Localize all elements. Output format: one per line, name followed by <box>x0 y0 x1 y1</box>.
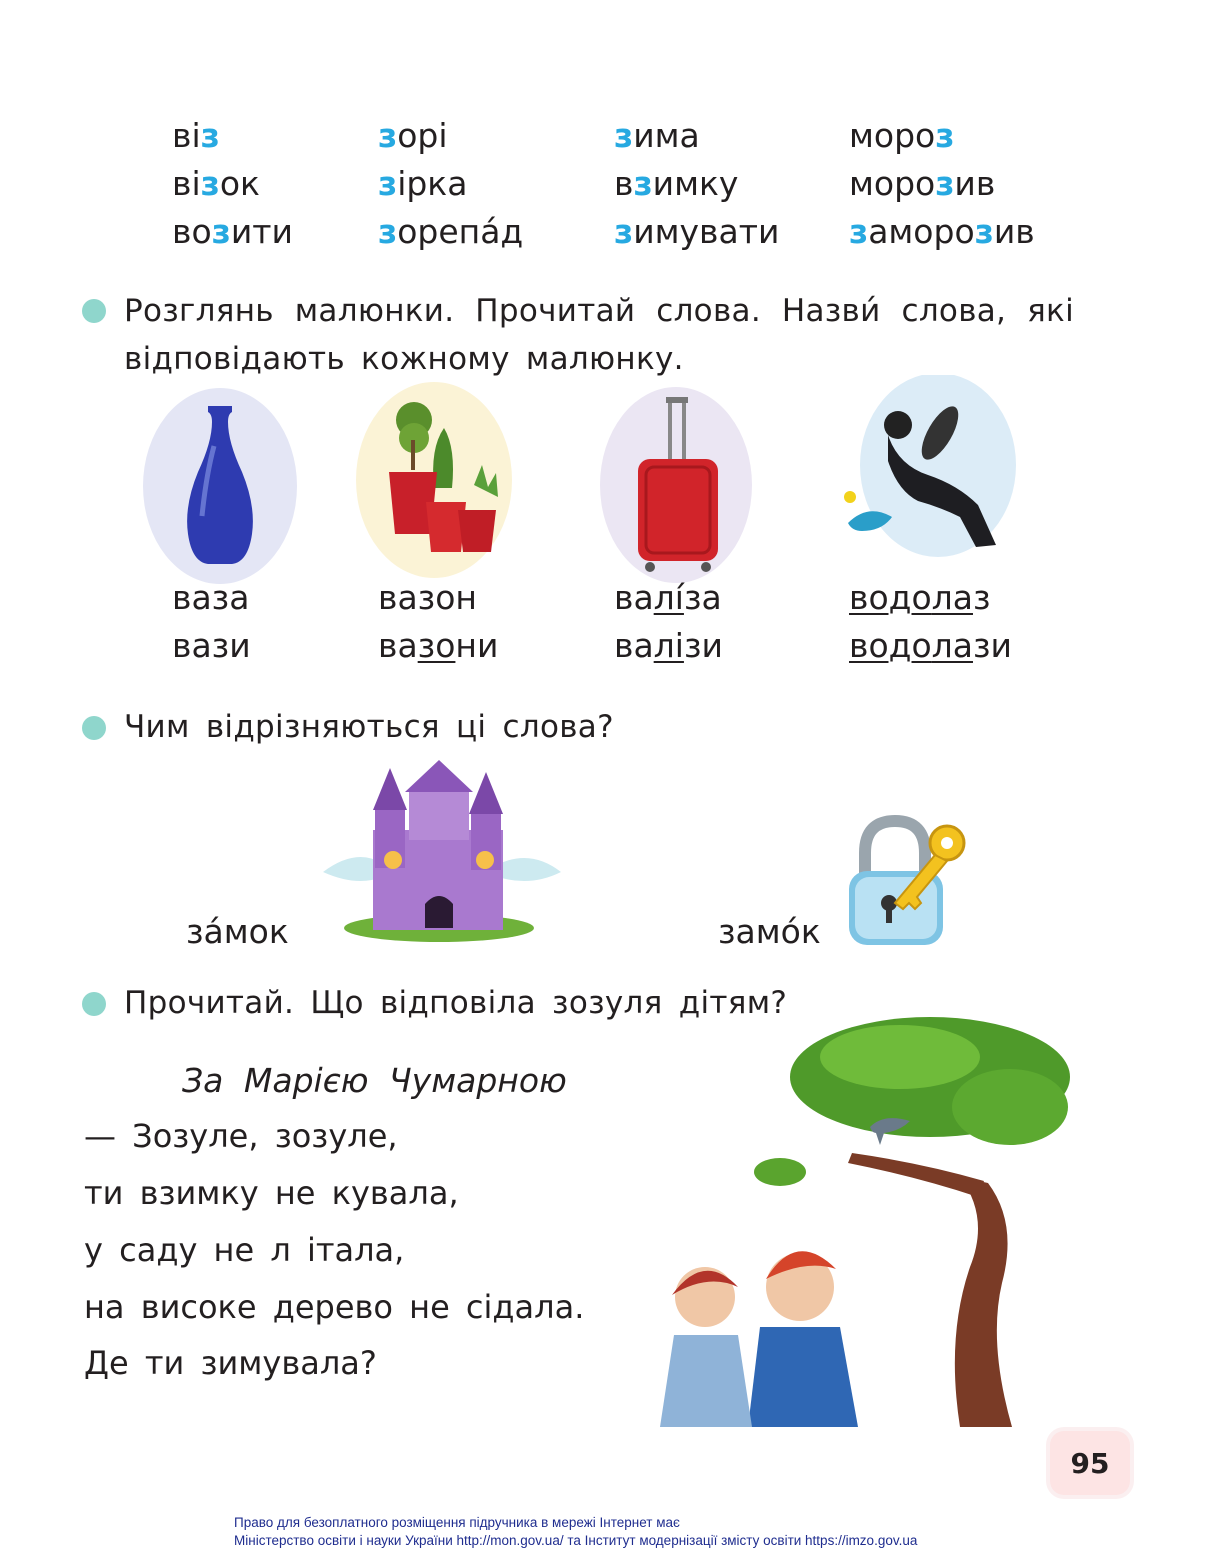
poem-line: на високе дерево не сідала. <box>84 1288 585 1326</box>
word-singular <box>172 578 251 617</box>
bullet-icon <box>82 716 106 740</box>
highlighted-letter: з <box>849 212 869 251</box>
task-instruction-1: Розглянь малюнки. Прочитай слова. Назви́ слова, які відповідають кожному малюнку. <box>124 293 1074 378</box>
word-singular <box>849 578 1012 617</box>
word-part: моро <box>849 116 936 155</box>
word <box>172 212 293 251</box>
word <box>614 116 779 155</box>
highlighted-letter: з <box>378 116 398 155</box>
word <box>172 116 293 155</box>
poem-author: За Марією Чумарною <box>182 1061 567 1100</box>
bullet-icon <box>82 299 106 323</box>
highlighted-letter: з <box>614 116 634 155</box>
word-part: ла <box>931 626 973 665</box>
highlighted-letter: з <box>200 116 220 155</box>
word-part: зо <box>417 626 456 665</box>
castle-icon <box>313 760 565 949</box>
word-part: ив <box>954 164 996 203</box>
poem-line: Де ти зимувала? <box>84 1344 377 1382</box>
diver-icon <box>828 375 1018 569</box>
word-part: во <box>172 212 212 251</box>
word <box>378 116 523 155</box>
highlighted-letter: з <box>378 164 398 203</box>
word-part: в <box>614 164 634 203</box>
word <box>378 212 524 251</box>
word-part: ві <box>172 116 201 155</box>
highlighted-letter: з <box>633 164 653 203</box>
word-part: водо <box>849 626 932 665</box>
highlighted-letter: з <box>614 212 634 251</box>
word-part: вази <box>172 626 251 665</box>
word <box>172 164 293 203</box>
word-part: ни <box>455 626 499 665</box>
word-part: моро <box>849 164 936 203</box>
word <box>614 212 780 251</box>
padlock-key-icon <box>843 815 973 954</box>
picture-words <box>172 578 251 665</box>
word-part: вазон <box>378 578 477 617</box>
vase-icon <box>140 386 300 590</box>
word-part: ва <box>378 626 418 665</box>
page-number: 95 <box>1050 1431 1130 1495</box>
highlighted-letter: з <box>200 164 220 203</box>
suitcase-icon <box>598 385 758 589</box>
task-instruction-3: Прочитай. Що відповіла зозуля дітям? <box>124 985 788 1021</box>
word-part: ла <box>931 578 973 617</box>
word-part: аморо <box>868 212 975 251</box>
word-part: зи <box>683 626 723 665</box>
picture-words <box>849 578 1012 665</box>
word-column <box>172 116 293 251</box>
word <box>849 212 1035 251</box>
picture-words <box>378 578 499 665</box>
picture-words <box>614 578 723 665</box>
word-part: имувати <box>633 212 780 251</box>
word-part: орепа́д <box>397 212 524 251</box>
highlighted-letter: з <box>935 164 955 203</box>
highlighted-letter: з <box>378 212 398 251</box>
poem-line: — Зозуле, зозуле, <box>84 1117 398 1155</box>
word-plural <box>172 626 251 665</box>
word-column <box>614 116 780 251</box>
word-plural <box>614 626 723 665</box>
word-part: з <box>972 578 991 617</box>
word-part: водо <box>849 578 932 617</box>
word-part: лі́ <box>653 578 684 617</box>
word <box>378 164 523 203</box>
word <box>849 116 1035 155</box>
word-plural <box>849 626 1012 665</box>
footer-line: Міністерство освіти і науки України http://mon.gov.ua/ та Інститут модернізації змісту освіти https://imzo.gov.ua <box>234 1533 918 1548</box>
highlighted-letter: з <box>935 116 955 155</box>
word-part: ві <box>172 164 201 203</box>
word <box>614 164 779 203</box>
word-zamok-castle: за́мок <box>186 912 289 951</box>
word-part: ити <box>230 212 293 251</box>
word-singular <box>378 578 498 617</box>
word-column <box>378 116 524 251</box>
word-part: лі <box>653 626 684 665</box>
task-instruction-2: Чим відрізняються ці слова? <box>124 709 614 745</box>
word-part: за <box>683 578 722 617</box>
poem-line: у саду не л італа, <box>84 1231 405 1269</box>
poem-line: ти взимку не кувала, <box>84 1174 459 1212</box>
bullet-icon <box>82 992 106 1016</box>
tree-cuckoo-children-illustration <box>630 1017 1070 1431</box>
word-part: ок <box>219 164 260 203</box>
word-part: ив <box>993 212 1035 251</box>
highlighted-letter: з <box>211 212 231 251</box>
word-part: имку <box>652 164 739 203</box>
word <box>849 164 1035 203</box>
footer-line: Право для безоплатного розміщення підручника в мережі Інтернет має <box>234 1515 680 1530</box>
word-part: ірка <box>397 164 468 203</box>
word-column <box>849 116 1035 251</box>
word-part: зи <box>972 626 1012 665</box>
word-part: има <box>633 116 700 155</box>
word-zamok-lock: замо́к <box>718 912 821 951</box>
word-plural <box>378 626 499 665</box>
flower-pots-icon <box>354 380 514 584</box>
word-part: орі <box>397 116 448 155</box>
word-part: ва <box>614 626 654 665</box>
word-part: ва <box>614 578 654 617</box>
word-part: ваза <box>172 578 250 617</box>
word-singular <box>614 578 723 617</box>
highlighted-letter: з <box>974 212 994 251</box>
